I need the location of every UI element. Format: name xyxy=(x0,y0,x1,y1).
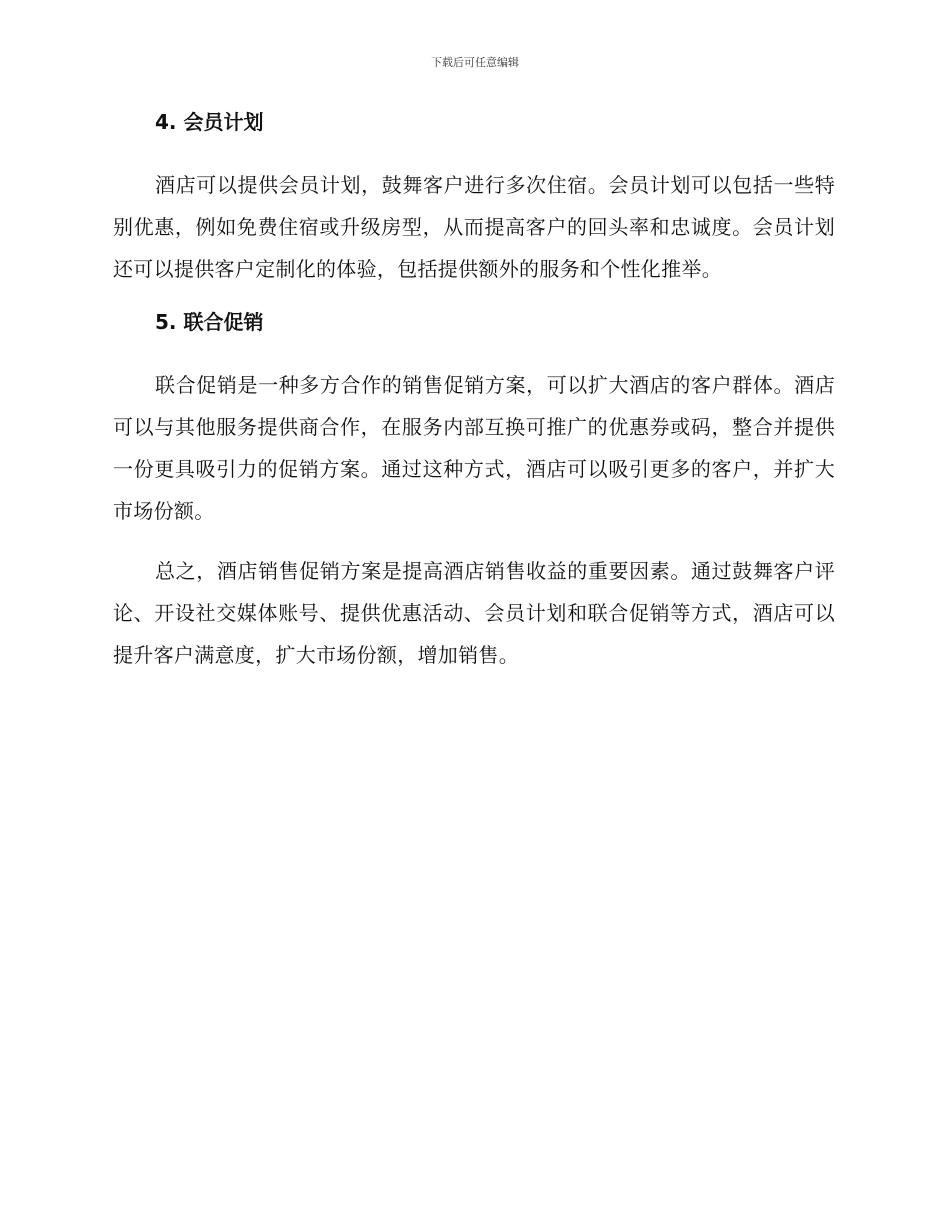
section-heading-joint-promotion: 5. 联合促销 xyxy=(155,310,264,334)
page-header-note: 下载后可任意编辑 xyxy=(431,56,519,69)
document-body xyxy=(113,108,835,694)
paragraph-membership: 酒店可以提供会员计划，鼓舞客户进行多次住宿。会员计划可以包括一些特别优惠，例如免费住宿或升级房型，从而提高客户的回头率和忠诚度。会员计划还可以提供客户定制化的体验，包括提供额外的服务和个性化推举。 xyxy=(113,173,835,281)
paragraph-joint-promotion: 联合促销是一种多方合作的销售促销方案，可以扩大酒店的客户群体。酒店可以与其他服务提供商合作，在服务内部互换可推广的优惠券或码，整合并提供一份更具吸引力的促销方案。通过这种方式，酒店可以吸引更多的客户，并扩大市场份额。 xyxy=(113,373,835,523)
paragraph-conclusion: 总之，酒店销售促销方案是提高酒店销售收益的重要因素。通过鼓舞客户评论、开设社交媒体账号、提供优惠活动、会员计划和联合促销等方式，酒店可以提升客户满意度，扩大市场份额，增加销售。 xyxy=(113,559,835,667)
section-heading-membership: 4. 会员计划 xyxy=(155,110,264,134)
